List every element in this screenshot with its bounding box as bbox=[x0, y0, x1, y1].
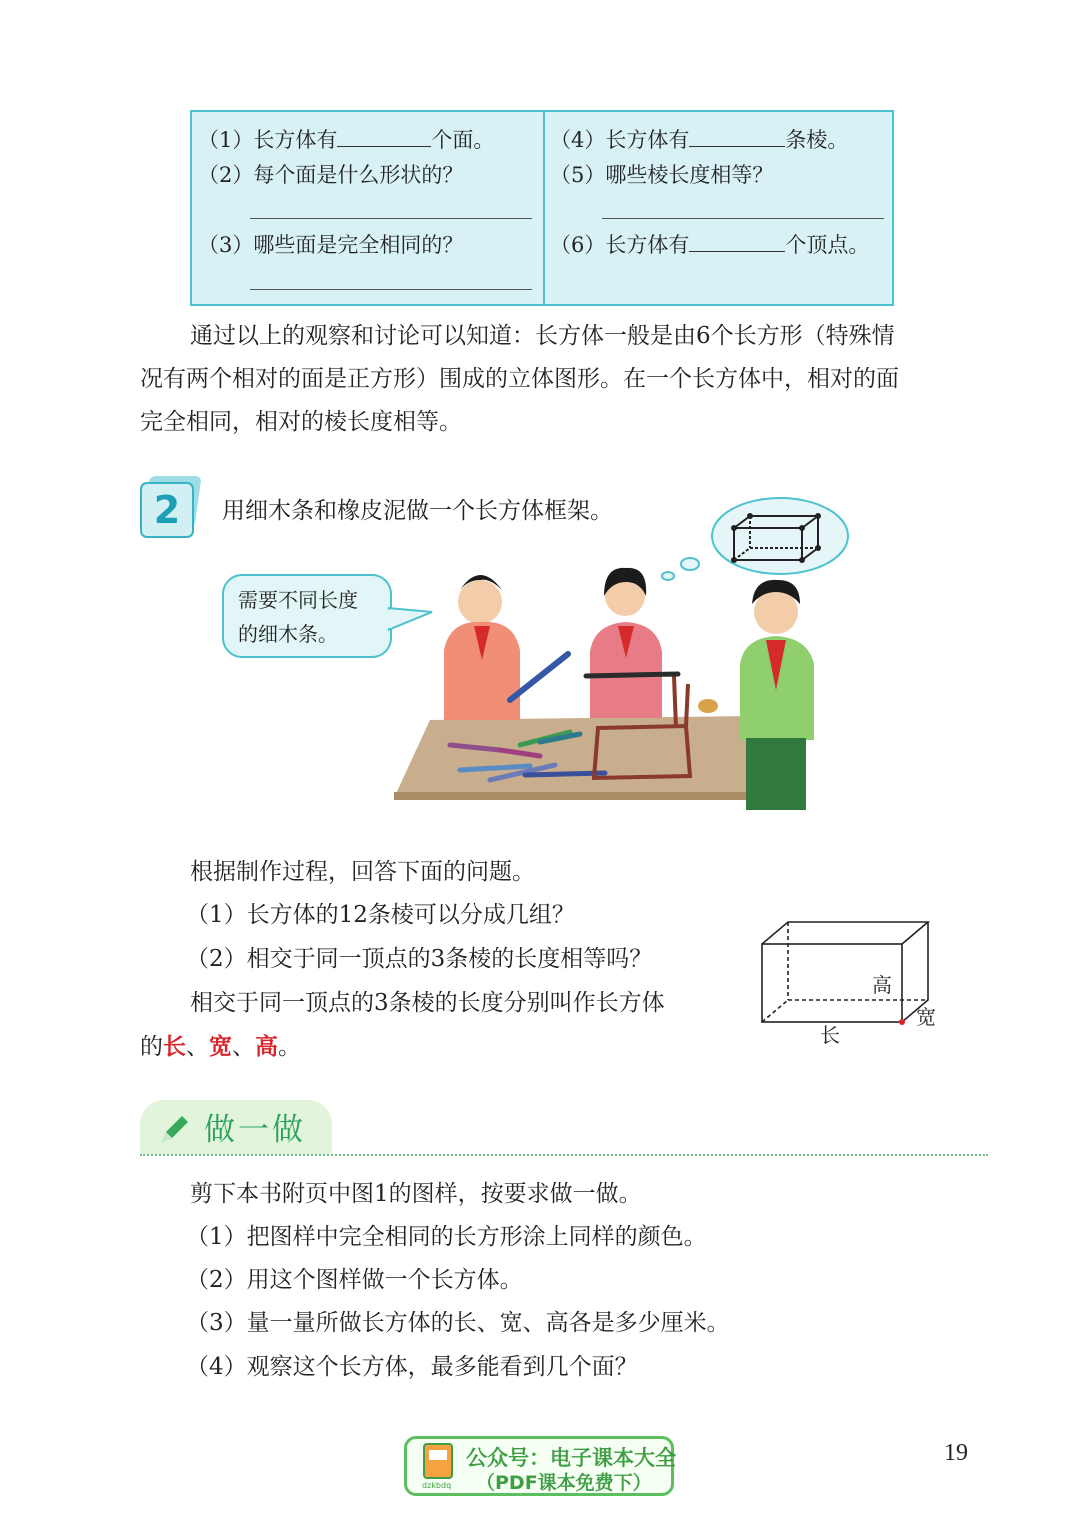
do-it-title: 做一做 bbox=[204, 1112, 306, 1148]
bubble-line-2: 的细木条。 bbox=[238, 622, 338, 646]
answer-blank[interactable] bbox=[689, 233, 785, 252]
question-text: 哪些棱长度相等？ bbox=[605, 163, 774, 187]
conclusion-line-2: 况有两个相对的面是正方形）围成的立体图形。在一个长方体中，相对的面 bbox=[140, 366, 899, 392]
label-width: 宽 bbox=[916, 1007, 936, 1029]
vertex-dot bbox=[899, 1019, 905, 1025]
bubble-line-1: 需要不同长度 bbox=[238, 588, 358, 612]
question-number: （2） bbox=[198, 163, 254, 187]
do-it-divider bbox=[140, 1154, 988, 1156]
question-text: 个顶点。 bbox=[785, 233, 870, 257]
question-number: （1） bbox=[198, 128, 254, 152]
question-s2-2: （2）相交于同一顶点的3条棱的长度相等吗？ bbox=[186, 946, 653, 972]
question-number: （6） bbox=[550, 233, 606, 257]
definition-line-2 bbox=[140, 1025, 301, 1069]
question-s2-1: （1）长方体的12条棱可以分成几组？ bbox=[186, 902, 575, 928]
question-text: 每个面是什么形状的？ bbox=[253, 163, 464, 187]
answer-line-3[interactable] bbox=[250, 289, 532, 290]
term-height: 高 bbox=[255, 1033, 278, 1060]
question-6 bbox=[550, 232, 869, 258]
question-3 bbox=[198, 232, 463, 258]
question-text: 长方体有 bbox=[253, 128, 338, 152]
question-number: （3） bbox=[198, 233, 254, 257]
table-edge bbox=[394, 792, 750, 800]
question-text: 哪些面是完全相同的？ bbox=[253, 233, 464, 257]
watermark-line-1: 公众号：电子课本大全 bbox=[466, 1446, 676, 1470]
question-5 bbox=[550, 162, 773, 188]
term-width: 宽 bbox=[209, 1033, 232, 1060]
page-number: 19 bbox=[944, 1440, 968, 1466]
question-1 bbox=[198, 127, 494, 153]
question-text: 长方体有 bbox=[605, 233, 690, 257]
question-text: 条棱。 bbox=[785, 128, 849, 152]
cuboid-diagram bbox=[750, 912, 950, 1052]
do-it-item-4: （4）观察这个长方体，最多能看到几个面？ bbox=[186, 1354, 638, 1380]
definition-line-1: 相交于同一顶点的3条棱的长度分别叫作长方体 bbox=[190, 990, 665, 1016]
question-number: （5） bbox=[550, 163, 606, 187]
question-number: （4） bbox=[550, 128, 606, 152]
question-text: 个面。 bbox=[431, 128, 495, 152]
table-top bbox=[394, 716, 750, 798]
section-title: 用细木条和橡皮泥做一个长方体框架。 bbox=[222, 498, 613, 524]
pencil-icon bbox=[156, 1112, 192, 1146]
answer-line-5[interactable] bbox=[602, 218, 884, 219]
do-it-item-1: （1）把图样中完全相同的长方形涂上同样的颜色。 bbox=[186, 1224, 707, 1250]
question-2 bbox=[198, 162, 463, 188]
label-length: 长 bbox=[820, 1025, 840, 1047]
answer-blank[interactable] bbox=[689, 128, 785, 147]
girl-head bbox=[458, 580, 502, 624]
conclusion-line-1: 通过以上的观察和讨论可以知道：长方体一般是由6个长方形（特殊情 bbox=[190, 323, 895, 349]
prompt-text: 根据制作过程，回答下面的问题。 bbox=[190, 859, 535, 885]
answer-blank[interactable] bbox=[337, 128, 431, 147]
separator: 、 bbox=[186, 1034, 209, 1060]
definition-text: 的 bbox=[140, 1034, 163, 1060]
children-illustration bbox=[390, 560, 830, 810]
box-divider bbox=[543, 112, 545, 304]
question-4 bbox=[550, 127, 848, 153]
term-length: 长 bbox=[163, 1033, 186, 1060]
answer-line-2[interactable] bbox=[250, 218, 532, 219]
conclusion-line-3: 完全相同，相对的棱长度相等。 bbox=[140, 409, 462, 435]
do-it-intro: 剪下本书附页中图1的图样，按要求做一做。 bbox=[190, 1181, 642, 1207]
separator: 、 bbox=[232, 1034, 255, 1060]
definition-text: 。 bbox=[278, 1034, 301, 1060]
do-it-item-3: （3）量一量所做长方体的长、宽、高各是多少厘米。 bbox=[186, 1310, 730, 1336]
book-icon bbox=[418, 1442, 458, 1490]
label-height: 高 bbox=[872, 975, 892, 997]
icon-caption: dzkbdq bbox=[422, 1481, 452, 1490]
question-text: 长方体有 bbox=[605, 128, 690, 152]
section-number: 2 bbox=[140, 482, 194, 538]
watermark-line-2: （PDF课本免费下） bbox=[476, 1472, 652, 1494]
section-number-badge bbox=[140, 482, 198, 540]
do-it-item-2: （2）用这个图样做一个长方体。 bbox=[186, 1267, 523, 1293]
